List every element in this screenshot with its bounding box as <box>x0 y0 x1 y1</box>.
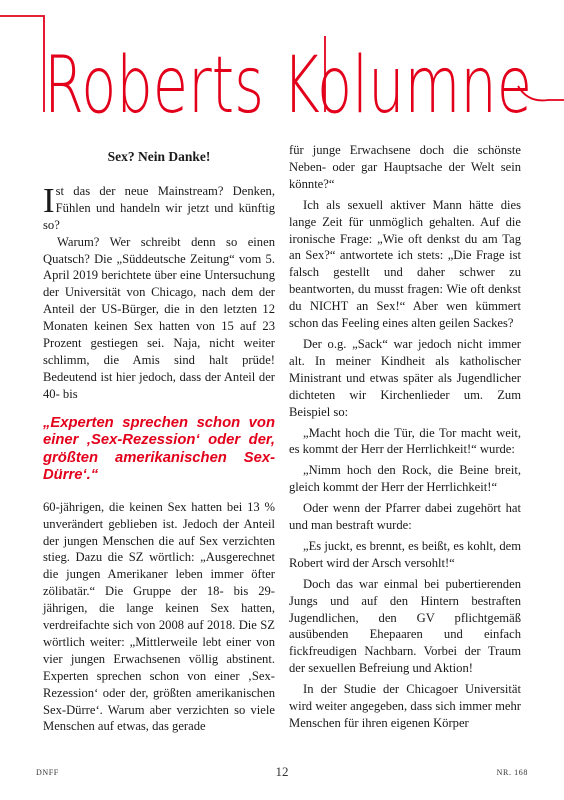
paragraph: Warum? Wer schreibt denn so einen Quatsch? Die „Süddeutsche Zeitung“ vom 5. April 2019 berichtete über eine Untersuchung der Universität von Chicago, nach dem der Anteil der US-Bürger, die in den letzten 12 Monaten keinen Sex hatten von 15 auf 23 Prozent gestiegen sei. Naja, nicht weiter schlimm, die Amis sind halt prüde! Bedeutend ist hier jedoch, dass der Anteil der 40- bis <box>43 234 275 401</box>
page-number: 12 <box>275 764 289 779</box>
column-left <box>43 142 275 735</box>
masthead-title: Roberts Kolumne <box>44 41 532 120</box>
article-title: Sex? Nein Danke! <box>107 149 211 164</box>
paragraph: für junge Erwachsene doch die schönste Neben- oder gar Hauptsache der Welt sein könnte?“ <box>289 143 521 191</box>
lyric-quote: „Nimm hoch den Rock, die Beine breit, gleich kommt der Herr der Herrlichkeit!“ <box>289 463 521 495</box>
lyric-quote: „Es juckt, es brennt, es beißt, es kohlt, dem Robert wird der Arsch versohlt!“ <box>289 538 521 570</box>
paragraph: In der Studie der Chicagoer Universität wird weiter angegeben, dass sich immer mehr Menschen für ihren eigenen Körper <box>289 682 521 730</box>
paragraph: Ich als sexuell aktiver Mann hätte dies lange Zeit für unmöglich gehalten. Auf die ironische Frage: „Wie oft denkst du am Tag an Sex?“ antwortete ich stets: „Die Frage ist falsch gestellt und daher schwer zu beantworten, du musst fragen: Wie oft denkst du NICHT an Sex!“ Aber wen kümmert schon das Feeling eines alten geilen Sackes? <box>289 197 521 331</box>
pull-quote: „Experten sprechen schon von einer ‚Sex-Rezession‘ oder der, größten amerikanischen Sex-Dürre‘.“ <box>43 414 275 484</box>
paragraph: Oder wenn der Pfarrer dabei zugehört hat und man bestraft wurde: <box>289 501 521 533</box>
masthead <box>0 0 564 120</box>
page-footer <box>36 764 528 780</box>
masthead-logo <box>0 0 564 120</box>
lyric-quote: „Macht hoch die Tür, die Tor macht weit, es kommt der Herr der Herrlichkeit!“ wurde: <box>289 425 521 457</box>
intro-paragraph <box>43 180 275 234</box>
drop-cap: I <box>43 180 55 220</box>
paragraph: Doch das war einmal bei pubertierenden Jungs und auf den Hintern bestraften Jugendlichen, den GV pflichtgemäß ausübenden Ehepaaren und einfach fickfreudigen Nachbarn. Vorbei der Traum der sexuellen Befreiung und Aktion! <box>289 576 521 676</box>
intro-text: st das der neue Mainstream? Denken, Fühlen und handeln wir jetzt und künftig so? <box>43 183 275 232</box>
issue-number: NR. 168 <box>496 768 528 777</box>
paragraph: Der o.g. „Sack“ war jedoch nicht immer alt. In meiner Kindheit als katholischer Ministrant und etwas später als Jugendlicher dichteten wir Kirchenlieder um. Zum Beispiel so: <box>289 336 521 419</box>
column-right <box>289 142 521 732</box>
paragraph: 60-jährigen, die keinen Sex hatten bei 13 % unverändert geblieben ist. Jedoch der Anteil der jungen Menschen die auf Sex verzichten stieg. Dazu die SZ wörtlich: „Ausgerechnet die jungen Amerikaner leben immer öfter zölibatär.“ Die Gruppe der 18- bis 29-jährigen, die lange keinen Sex hatten, verdreifachte sich von 2008 auf 2018. Die SZ wörtlich weiter: „Mittlerweile lebt einer von vier jungen Erwachsenen völlig abstinent. Experten sprechen schon von einer ‚Sex-Rezession‘ oder der, größten amerikanischen Sex-Dürre‘. Warum aber verzichten so viele Menschen auf etwas, das gerade <box>43 499 275 734</box>
footer-brand: DNFF <box>36 768 59 777</box>
masthead-flourish-left <box>0 16 44 112</box>
